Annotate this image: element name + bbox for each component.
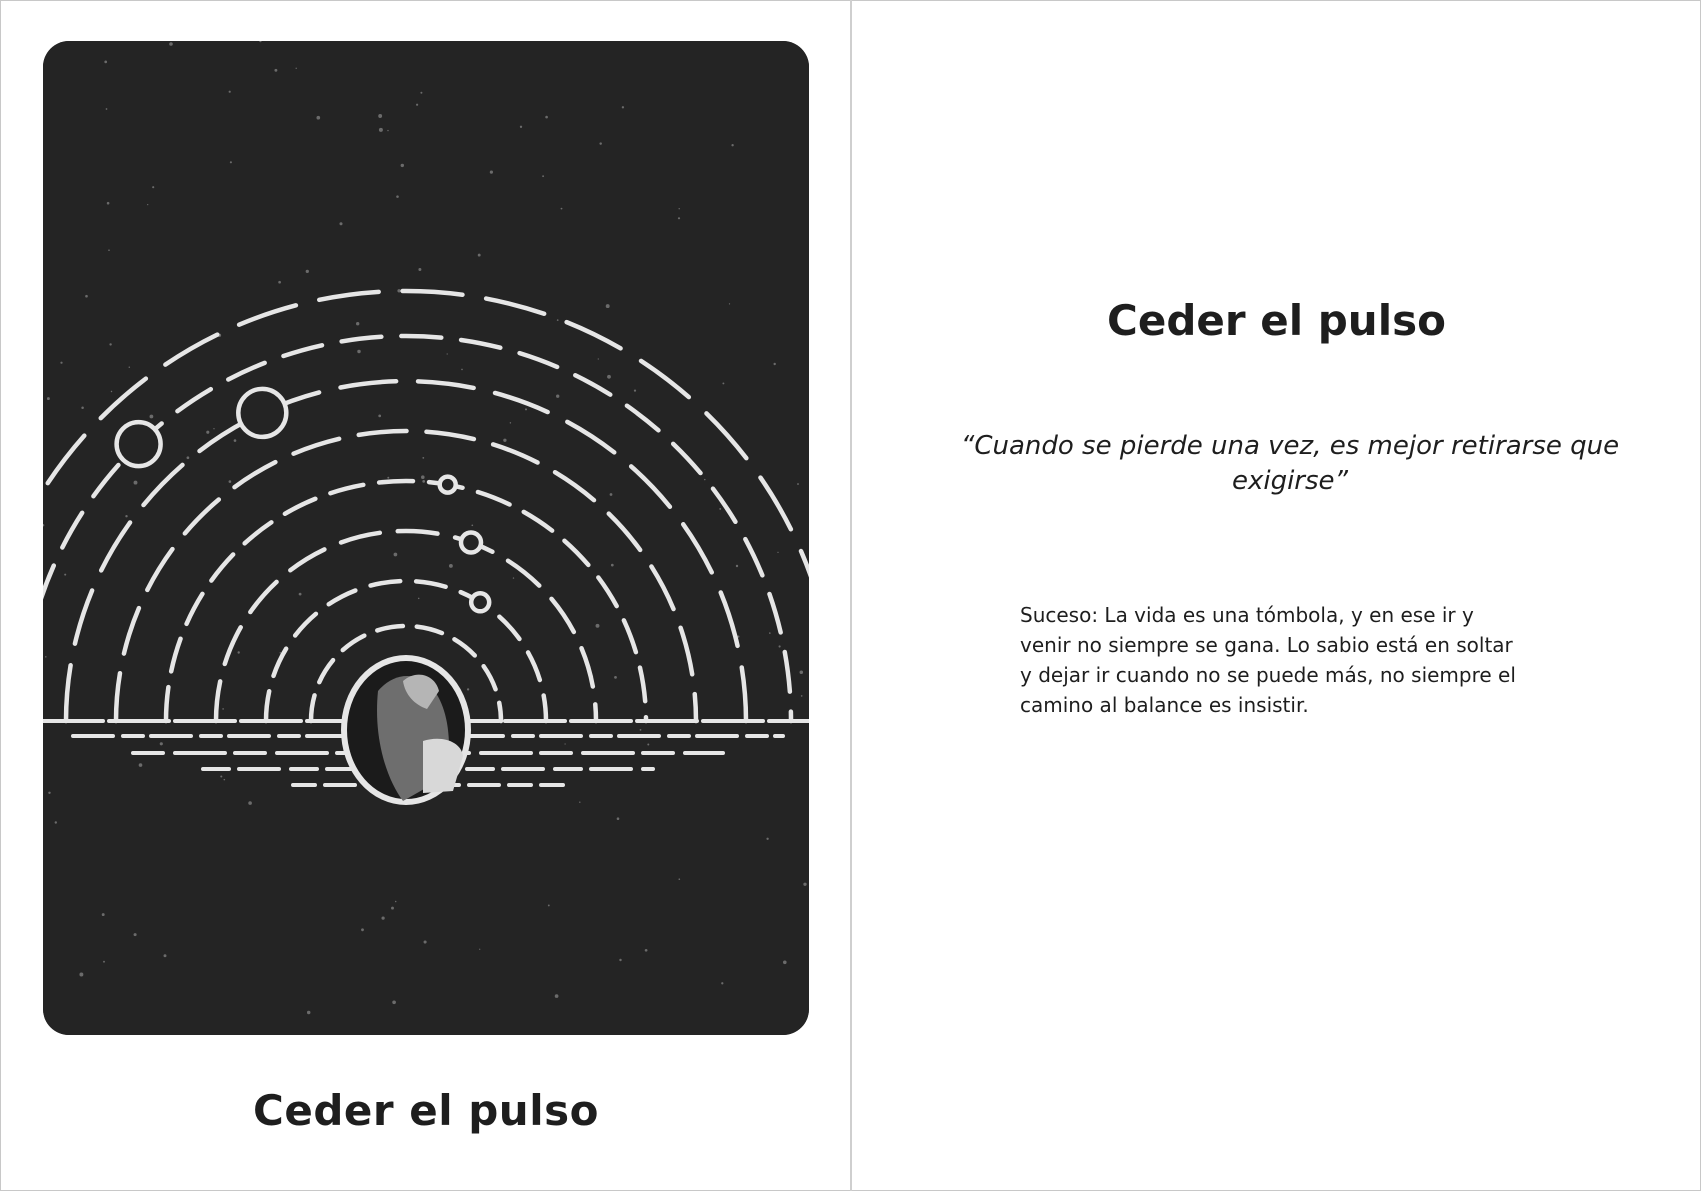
dust-speck [306, 270, 309, 273]
dust-speck [622, 106, 624, 108]
dust-speck [107, 202, 110, 205]
figure-portal [344, 658, 468, 802]
dust-speck [729, 303, 730, 304]
dust-speck [719, 508, 721, 510]
dust-speck [421, 475, 425, 479]
planet-icon [461, 533, 481, 553]
dust-speck [187, 456, 190, 459]
dust-speck [424, 940, 427, 943]
dust-speck [224, 779, 226, 781]
dust-speck [296, 68, 297, 69]
card-illustration [43, 41, 809, 1035]
dust-speck [607, 375, 611, 379]
dust-speck [394, 553, 398, 557]
dust-speck [704, 479, 705, 480]
dust-speck [45, 656, 46, 657]
planet-icon [471, 593, 489, 611]
dust-speck [108, 249, 110, 251]
dust-speck [801, 695, 803, 697]
dust-speck [79, 973, 83, 977]
dust-speck [479, 949, 480, 950]
dust-speck [722, 382, 724, 384]
dust-speck [391, 907, 394, 910]
dust-speck [542, 175, 544, 177]
dust-speck [467, 688, 469, 690]
dust-speck [617, 817, 620, 820]
dust-speck [152, 186, 154, 188]
dust-speck [420, 92, 422, 94]
dust-speck [610, 493, 613, 496]
dust-speck [60, 362, 62, 364]
dust-speck [548, 904, 550, 906]
dust-speck [280, 652, 281, 653]
dust-speck [230, 161, 232, 163]
dust-speck [234, 439, 237, 442]
dust-speck [557, 319, 559, 321]
dust-speck [520, 126, 522, 128]
dust-speck [449, 564, 453, 568]
dust-speck [387, 477, 389, 479]
dust-speck [561, 208, 563, 210]
card-quote: “Cuando se pierde una vez, es mejor retirarse que exigirse” [960, 431, 1620, 496]
dust-speck [55, 821, 57, 823]
dust-speck [614, 676, 617, 679]
dust-speck [378, 415, 381, 418]
dust-speck [109, 343, 111, 345]
dust-speck [736, 565, 738, 567]
dust-speck [361, 928, 364, 931]
card-description: Suceso: La vida es una tómbola, y en ese ir y venir no siempre se gana. Lo sabio está en soltar y dejar ir cuando no se puede más, no siempre el camino al balance es insistir. [1020, 603, 1516, 717]
dust-speck [102, 913, 105, 916]
dust-speck [379, 128, 383, 132]
dust-speck [640, 729, 642, 731]
dust-speck [731, 144, 733, 146]
dust-speck [395, 901, 397, 903]
dust-speck [599, 142, 601, 144]
dust-speck [679, 878, 681, 880]
dust-speck [111, 391, 112, 392]
dust-speck [274, 69, 277, 72]
dust-speck [357, 350, 360, 353]
dust-speck [555, 994, 559, 998]
planet-icon [238, 389, 286, 437]
card-title: Ceder el pulso [1107, 296, 1446, 345]
dust-speck [397, 289, 400, 292]
dust-speck [800, 671, 804, 675]
dust-speck [611, 564, 614, 567]
right-page [852, 0, 1701, 1191]
planet-icon [117, 422, 161, 466]
dust-speck [213, 428, 214, 429]
dust-speck [422, 480, 425, 483]
dust-speck [220, 775, 222, 777]
dust-speck [134, 933, 137, 936]
dust-speck [579, 801, 580, 802]
dust-speck [47, 397, 50, 400]
left-page [0, 0, 850, 1191]
planet-icon [440, 477, 456, 493]
dust-speck [598, 358, 599, 359]
dust-speck [606, 304, 610, 308]
dust-speck [777, 552, 778, 553]
dust-speck [797, 483, 799, 485]
dust-speck [478, 254, 481, 257]
dust-speck [316, 116, 320, 120]
dust-speck [378, 114, 382, 118]
dust-speck [229, 480, 232, 483]
dust-speck [238, 651, 240, 653]
dust-speck [416, 104, 418, 106]
dust-speck [206, 431, 209, 434]
dust-speck [545, 116, 548, 119]
dust-speck [339, 222, 342, 225]
dust-speck [248, 801, 252, 805]
dust-speck [103, 961, 105, 963]
dust-speck [160, 742, 163, 745]
card-caption: Ceder el pulso [253, 1086, 599, 1135]
dust-speck [229, 91, 231, 93]
dust-speck [147, 204, 148, 205]
dust-speck [564, 743, 565, 744]
dust-speck [169, 42, 173, 46]
dust-speck [803, 883, 806, 886]
dust-speck [503, 439, 506, 442]
dust-speck [619, 959, 621, 961]
dust-speck [556, 395, 559, 398]
dust-speck [64, 574, 66, 576]
dust-speck [104, 61, 107, 64]
dust-speck [510, 422, 511, 423]
dust-speck [461, 369, 463, 371]
dust-speck [150, 415, 154, 419]
dust-speck [678, 217, 680, 219]
dust-speck [106, 108, 108, 110]
dust-speck [381, 916, 384, 919]
dust-speck [645, 949, 648, 952]
dust-speck [85, 295, 88, 298]
dust-speck [471, 524, 473, 526]
dust-speck [299, 593, 302, 596]
dust-speck [164, 954, 167, 957]
dust-speck [779, 645, 781, 647]
dust-speck [513, 577, 514, 578]
dust-speck [422, 457, 424, 459]
dust-speck [48, 792, 50, 794]
dust-speck [596, 624, 600, 628]
dust-speck [222, 708, 224, 710]
dust-speck [647, 744, 649, 746]
dust-speck [769, 632, 771, 634]
dust-speck [134, 481, 138, 485]
dust-speck [721, 982, 723, 984]
dust-speck [139, 763, 143, 767]
dust-speck [447, 353, 448, 354]
dust-speck [783, 961, 787, 965]
dust-speck [356, 322, 359, 325]
dust-speck [773, 363, 775, 365]
dust-speck [396, 195, 399, 198]
dust-speck [278, 281, 281, 284]
dust-speck [125, 515, 127, 517]
dust-speck [307, 1011, 310, 1014]
dust-speck [490, 171, 493, 174]
dust-speck [387, 130, 388, 131]
dust-speck [679, 208, 680, 209]
dust-speck [418, 268, 421, 271]
dust-speck [634, 390, 636, 392]
dust-speck [81, 407, 84, 410]
dust-speck [418, 598, 420, 600]
dust-speck [766, 838, 768, 840]
dust-speck [392, 1000, 396, 1004]
dust-speck [129, 366, 130, 367]
dust-speck [401, 164, 404, 167]
dust-speck [525, 408, 527, 410]
